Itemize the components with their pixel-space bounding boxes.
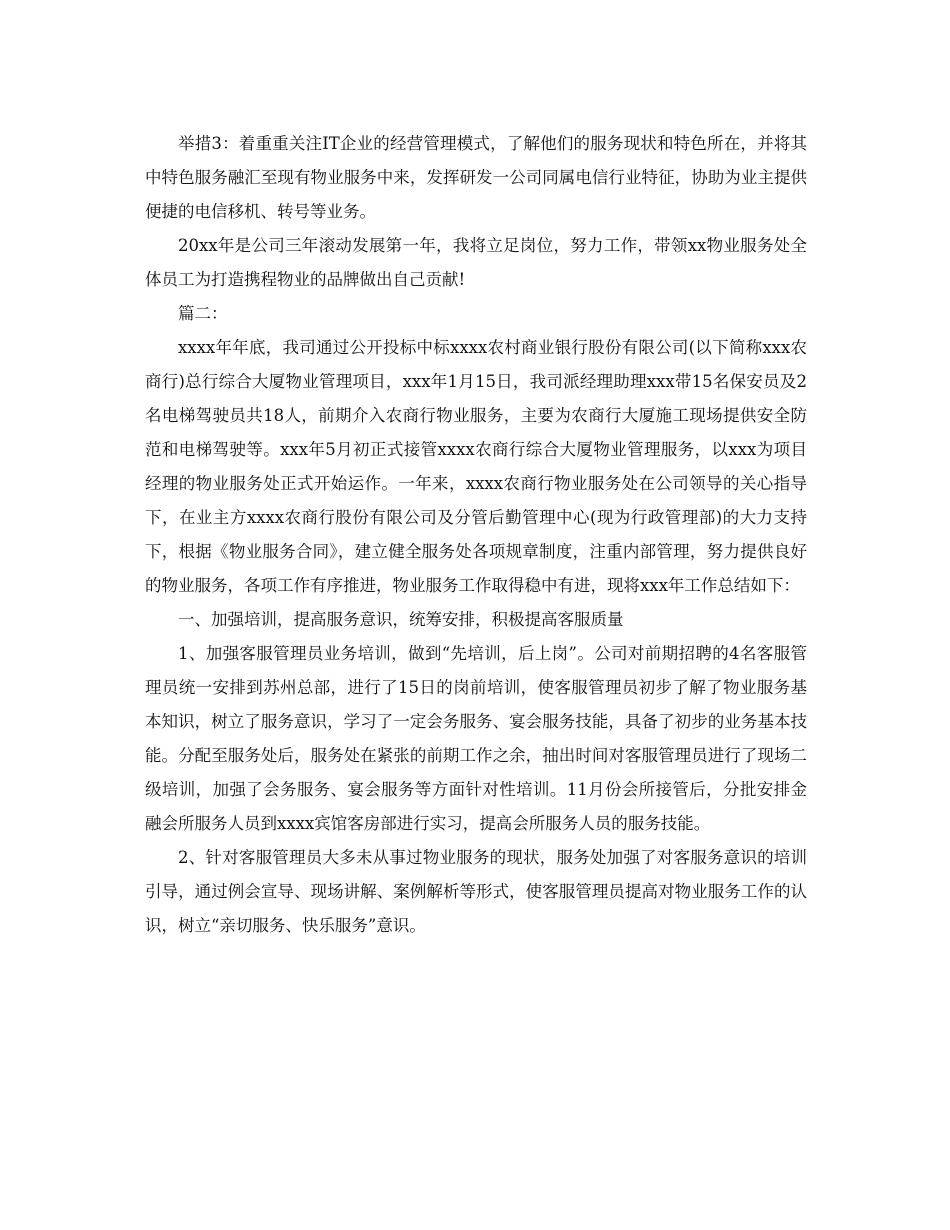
paragraph-measure-3: 举措3：着重重关注IT企业的经营管理模式，了解他们的服务现状和特色所在，并将其中特色服务融汇至现有物业服务中来，发挥研发一公司同属电信行业特征，协助为业主提供便捷的电信移机、转号等业务。 <box>145 134 807 221</box>
paragraph-training-item-1: 1、加强客服管理员业务培训，做到“先培训，后上岗”。公司对前期招聘的4名客服管理员统一安排到苏州总部，进行了15日的岗前培训，使客服管理员初步了解了物业服务基本知识，树立了服务意识，学习了一定会务服务、宴会服务技能，具备了初步的业务基本技能。分配至服务处后，服务处在紧张的前期工作之余，抽出时间对客服管理员进行了现场二级培训，加强了会务服务、宴会服务等方面针对性培训。11月份会所接管后，分批安排金融会所服务人员到xxxx宾馆客房部进行实习，提高会所服务人员的服务技能。 <box>145 644 807 833</box>
section-heading-training: 一、加强培训，提高服务意识，统筹安排，积极提高客服质量 <box>178 610 624 629</box>
document-body <box>145 127 807 943</box>
section-heading-part-two: 篇二： <box>178 304 228 323</box>
paragraph-project-overview: xxxx年年底，我司通过公开投标中标xxxx农村商业银行股份有限公司(以下简称xxx农商行)总行综合大厦物业管理项目，xxx年1月15日，我司派经理助理xxx带15名保安员及2名电梯驾驶员共18人，前期介入农商行物业服务，主要为农商行大厦施工现场提供安全防范和电梯驾驶等。xxx年5月初正式接管xxxx农商行综合大厦物业管理服务，以xxx为项目经理的物业服务处正式开始运作。一年来，xxxx农商行物业服务处在公司领导的关心指导下，在业主方xxxx农商行股份有限公司及分管后勤管理中心(现为行政管理部)的大力支持下，根据《物业服务合同》，建立健全服务处各项规章制度，注重内部管理，努力提供良好的物业服务，各项工作有序推进，物业服务工作取得稳中有进，现将xxx年工作总结如下： <box>145 338 807 595</box>
paragraph-year-goal: 20xx年是公司三年滚动发展第一年，我将立足岗位，努力工作，带领xx物业服务处全体员工为打造携程物业的品牌做出自己贡献! <box>145 236 807 289</box>
paragraph-training-item-2: 2、针对客服管理员大多未从事过物业服务的现状，服务处加强了对客服务意识的培训引导，通过例会宣导、现场讲解、案例解析等形式，使客服管理员提高对物业服务工作的认识，树立“亲切服务、快乐服务”意识。 <box>145 848 807 935</box>
